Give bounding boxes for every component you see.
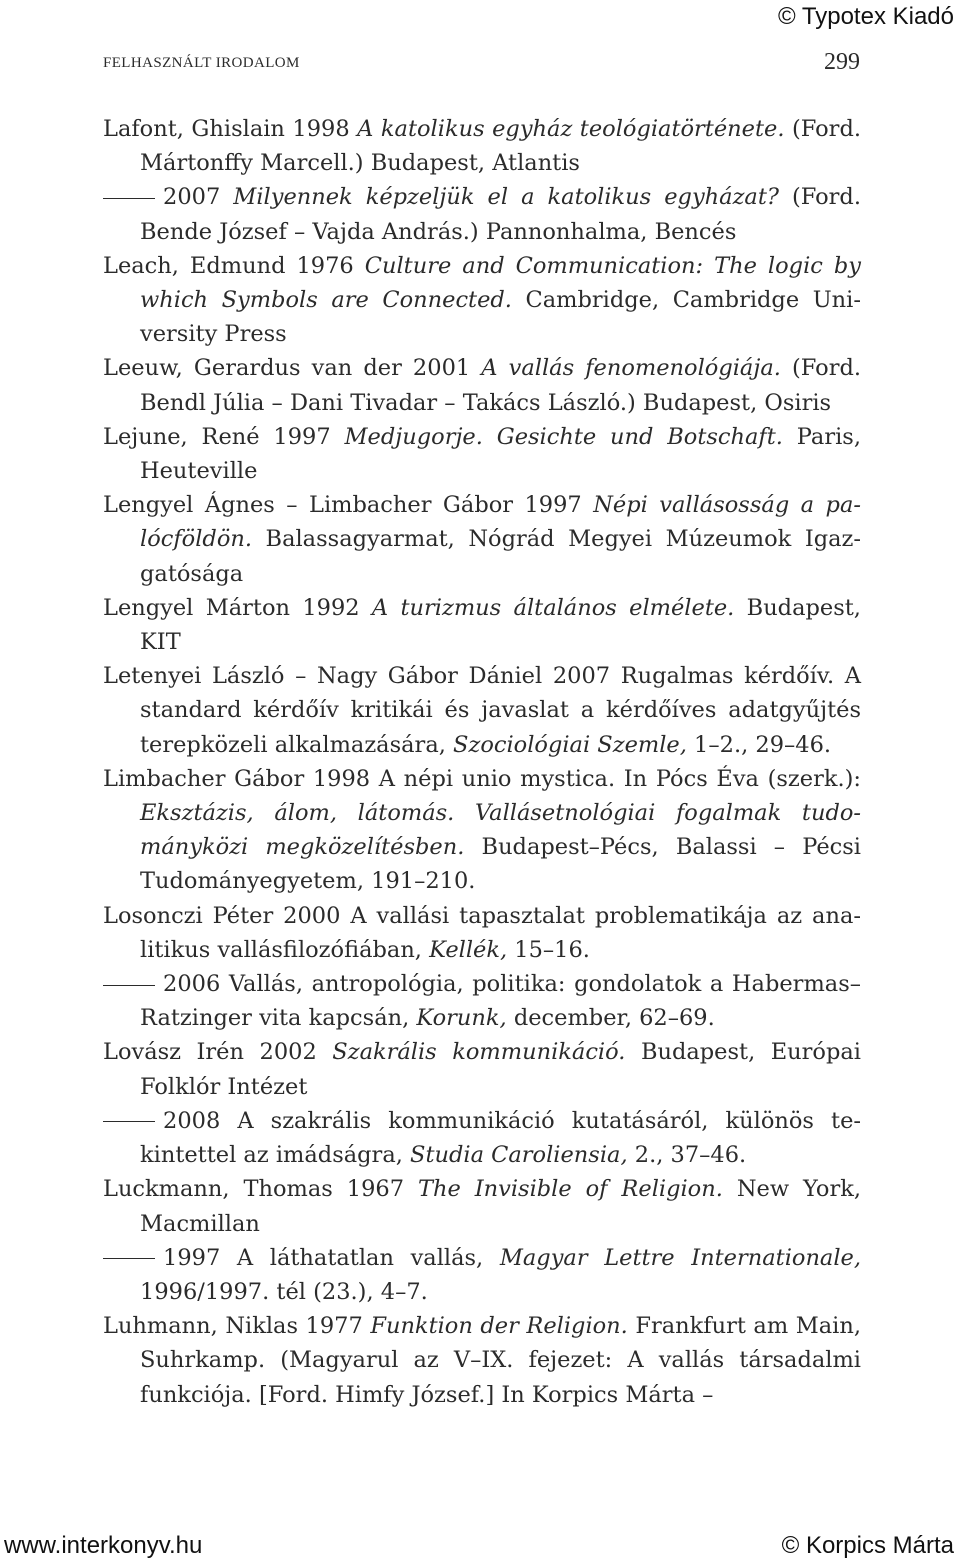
entry-publication-info: Frankfurt am Main, Suhrkamp. (Magyarul az V–IX. fejezet: A vallás társadalmi funkciója. [Ford. Himfy József.] In Korpics Márta – — [140, 1313, 861, 1408]
entry-title: Medjugorje. Gesichte und Botschaft. — [344, 423, 783, 450]
entry-title: Szociológiai Szemle, — [453, 731, 687, 758]
entry-author-year: Lengyel Márton 1992 — [103, 594, 372, 621]
bibliography-list — [103, 112, 861, 1412]
entry-publication-info: Balassagyarmat, Nógrád Megyei Múzeumok Igazgatósága — [140, 526, 861, 587]
bibliography-entry — [103, 659, 861, 762]
entry-title: Studia Caroliensia, — [410, 1142, 628, 1169]
entry-title: Kellék, — [429, 936, 508, 963]
entry-author-year: Losonczi Péter 2000 A vallási tapasztalat problematikája az analitikus vallásfilozófiában, — [103, 902, 861, 963]
entry-author-year: Lengyel Ágnes – Limbacher Gábor 1997 — [103, 492, 594, 519]
page-number: 299 — [824, 49, 860, 75]
entry-title: Szakrális kommunikáció. — [332, 1039, 626, 1066]
entry-publication-info: (Ford. Mártonffy Marcell.) Budapest, Atlantis — [140, 116, 861, 177]
entry-title: A turizmus általános elmélete. — [371, 594, 735, 621]
bibliography-entry — [103, 1241, 861, 1309]
repeat-author-dash — [103, 198, 155, 199]
bibliography-entry — [103, 112, 861, 180]
entry-title: Milyennek képzeljük el a katolikus egyházat? — [233, 184, 779, 211]
entry-publication-info: (Ford. Bende József – Vajda András.) Pannonhalma, Bencés — [140, 184, 861, 245]
entry-publication-info: 2., 37–46. — [627, 1142, 747, 1169]
repeat-author-dash — [103, 1121, 155, 1122]
entry-title: A vallás fenomenológiája. — [481, 355, 781, 382]
entry-author-year: Limbacher Gábor 1998 A népi unio mystica. In Pócs Éva (szerk.): — [103, 765, 861, 792]
entry-author-year: Luckmann, Thomas 1967 — [103, 1176, 418, 1203]
entry-publication-info: Budapest, Európai Folklór Intézet — [140, 1039, 861, 1100]
entry-title: Magyar Lettre Internationale, — [499, 1244, 862, 1271]
running-header-title: FELHASZNÁLT IRODALOM — [103, 55, 300, 71]
repeat-author-dash — [103, 1258, 155, 1259]
bibliography-entry — [103, 420, 861, 488]
entry-publication-info: Cambridge, Cambridge University Press — [140, 287, 861, 348]
copyright-watermark-bottom: © Korpics Márta — [781, 1532, 954, 1559]
entry-publication-info: december, 62–69. — [506, 1005, 715, 1032]
entry-author-year: Letenyei László – Nagy Gábor Dániel 2007 Rugalmas kérdőív. A standard kérdőív kritikái és javaslat a kérdőíves adatgyűjtés terepközeli alkalmazására, — [103, 663, 861, 758]
entry-publication-info: New York, Macmillan — [140, 1176, 862, 1237]
bibliography-entry — [103, 1035, 861, 1103]
entry-title: Népi vallásosság a palócföldön. — [140, 492, 861, 553]
bibliography-entry — [103, 591, 861, 659]
bibliography-entry — [103, 249, 861, 352]
bibliography-entry — [103, 1172, 861, 1240]
website-watermark: www.interkonyv.hu — [4, 1532, 203, 1559]
entry-publication-info: Budapest–Pécs, Balassi – Pécsi Tudományegyetem, 191–210. — [140, 834, 861, 895]
entry-author-year: 2007 — [163, 184, 234, 211]
entry-title: Eksztázis, álom, látomás. Vallásetnológiai fogalmak tudományközi megközelítésben. — [140, 800, 861, 861]
bibliography-entry — [103, 967, 861, 1035]
entry-author-year: Luhmann, Niklas 1977 — [103, 1313, 371, 1340]
entry-author-year: 2008 A szakrális kommunikáció kutatásáról, különös tekintettel az imádságra, — [140, 1107, 861, 1169]
entry-publication-info: 1–2., 29–46. — [686, 731, 832, 758]
bibliography-entry — [103, 899, 861, 967]
bibliography-entry — [103, 1309, 861, 1412]
entry-publication-info: 15–16. — [507, 936, 590, 963]
entry-publication-info: Paris, Heuteville — [140, 423, 861, 485]
bibliography-entry — [103, 488, 861, 591]
entry-title: Funktion der Religion. — [370, 1313, 628, 1340]
entry-author-year: 1997 A láthatatlan vallás, — [163, 1244, 500, 1271]
entry-title: The Invisible of Religion. — [417, 1176, 723, 1203]
entry-publication-info: 1996/1997. tél (23.), 4–7. — [140, 1278, 428, 1305]
bibliography-entry — [103, 180, 861, 248]
entry-title: A katolikus egyház teológiatörténete. — [357, 116, 785, 142]
entry-author-year: Leach, Edmund 1976 — [103, 252, 365, 279]
copyright-watermark-top: © Typotex Kiadó — [777, 3, 954, 30]
bibliography-entry — [103, 1104, 861, 1172]
entry-author-year: Lejune, René 1997 — [103, 423, 345, 450]
entry-author-year: 2006 Vallás, antropológia, politika: gondolatok a Habermas–Ratzinger vita kapcsán, — [140, 971, 861, 1032]
bibliography-entry — [103, 351, 861, 419]
entry-title: Culture and Communication: The logic by which Symbols are Connected. — [140, 252, 861, 314]
entry-publication-info: (Ford. Bendl Júlia – Dani Tivadar – Takács László.) Budapest, Osiris — [140, 355, 862, 416]
entry-author-year: Lovász Irén 2002 — [103, 1039, 333, 1066]
entry-title: Korunk, — [416, 1005, 507, 1032]
entry-publication-info: Budapest, KIT — [140, 594, 861, 656]
bibliography-entry — [103, 762, 861, 899]
entry-author-year: Lafont, Ghislain 1998 — [103, 116, 358, 142]
entry-author-year: Leeuw, Gerardus van der 2001 — [103, 355, 482, 382]
repeat-author-dash — [103, 985, 155, 986]
